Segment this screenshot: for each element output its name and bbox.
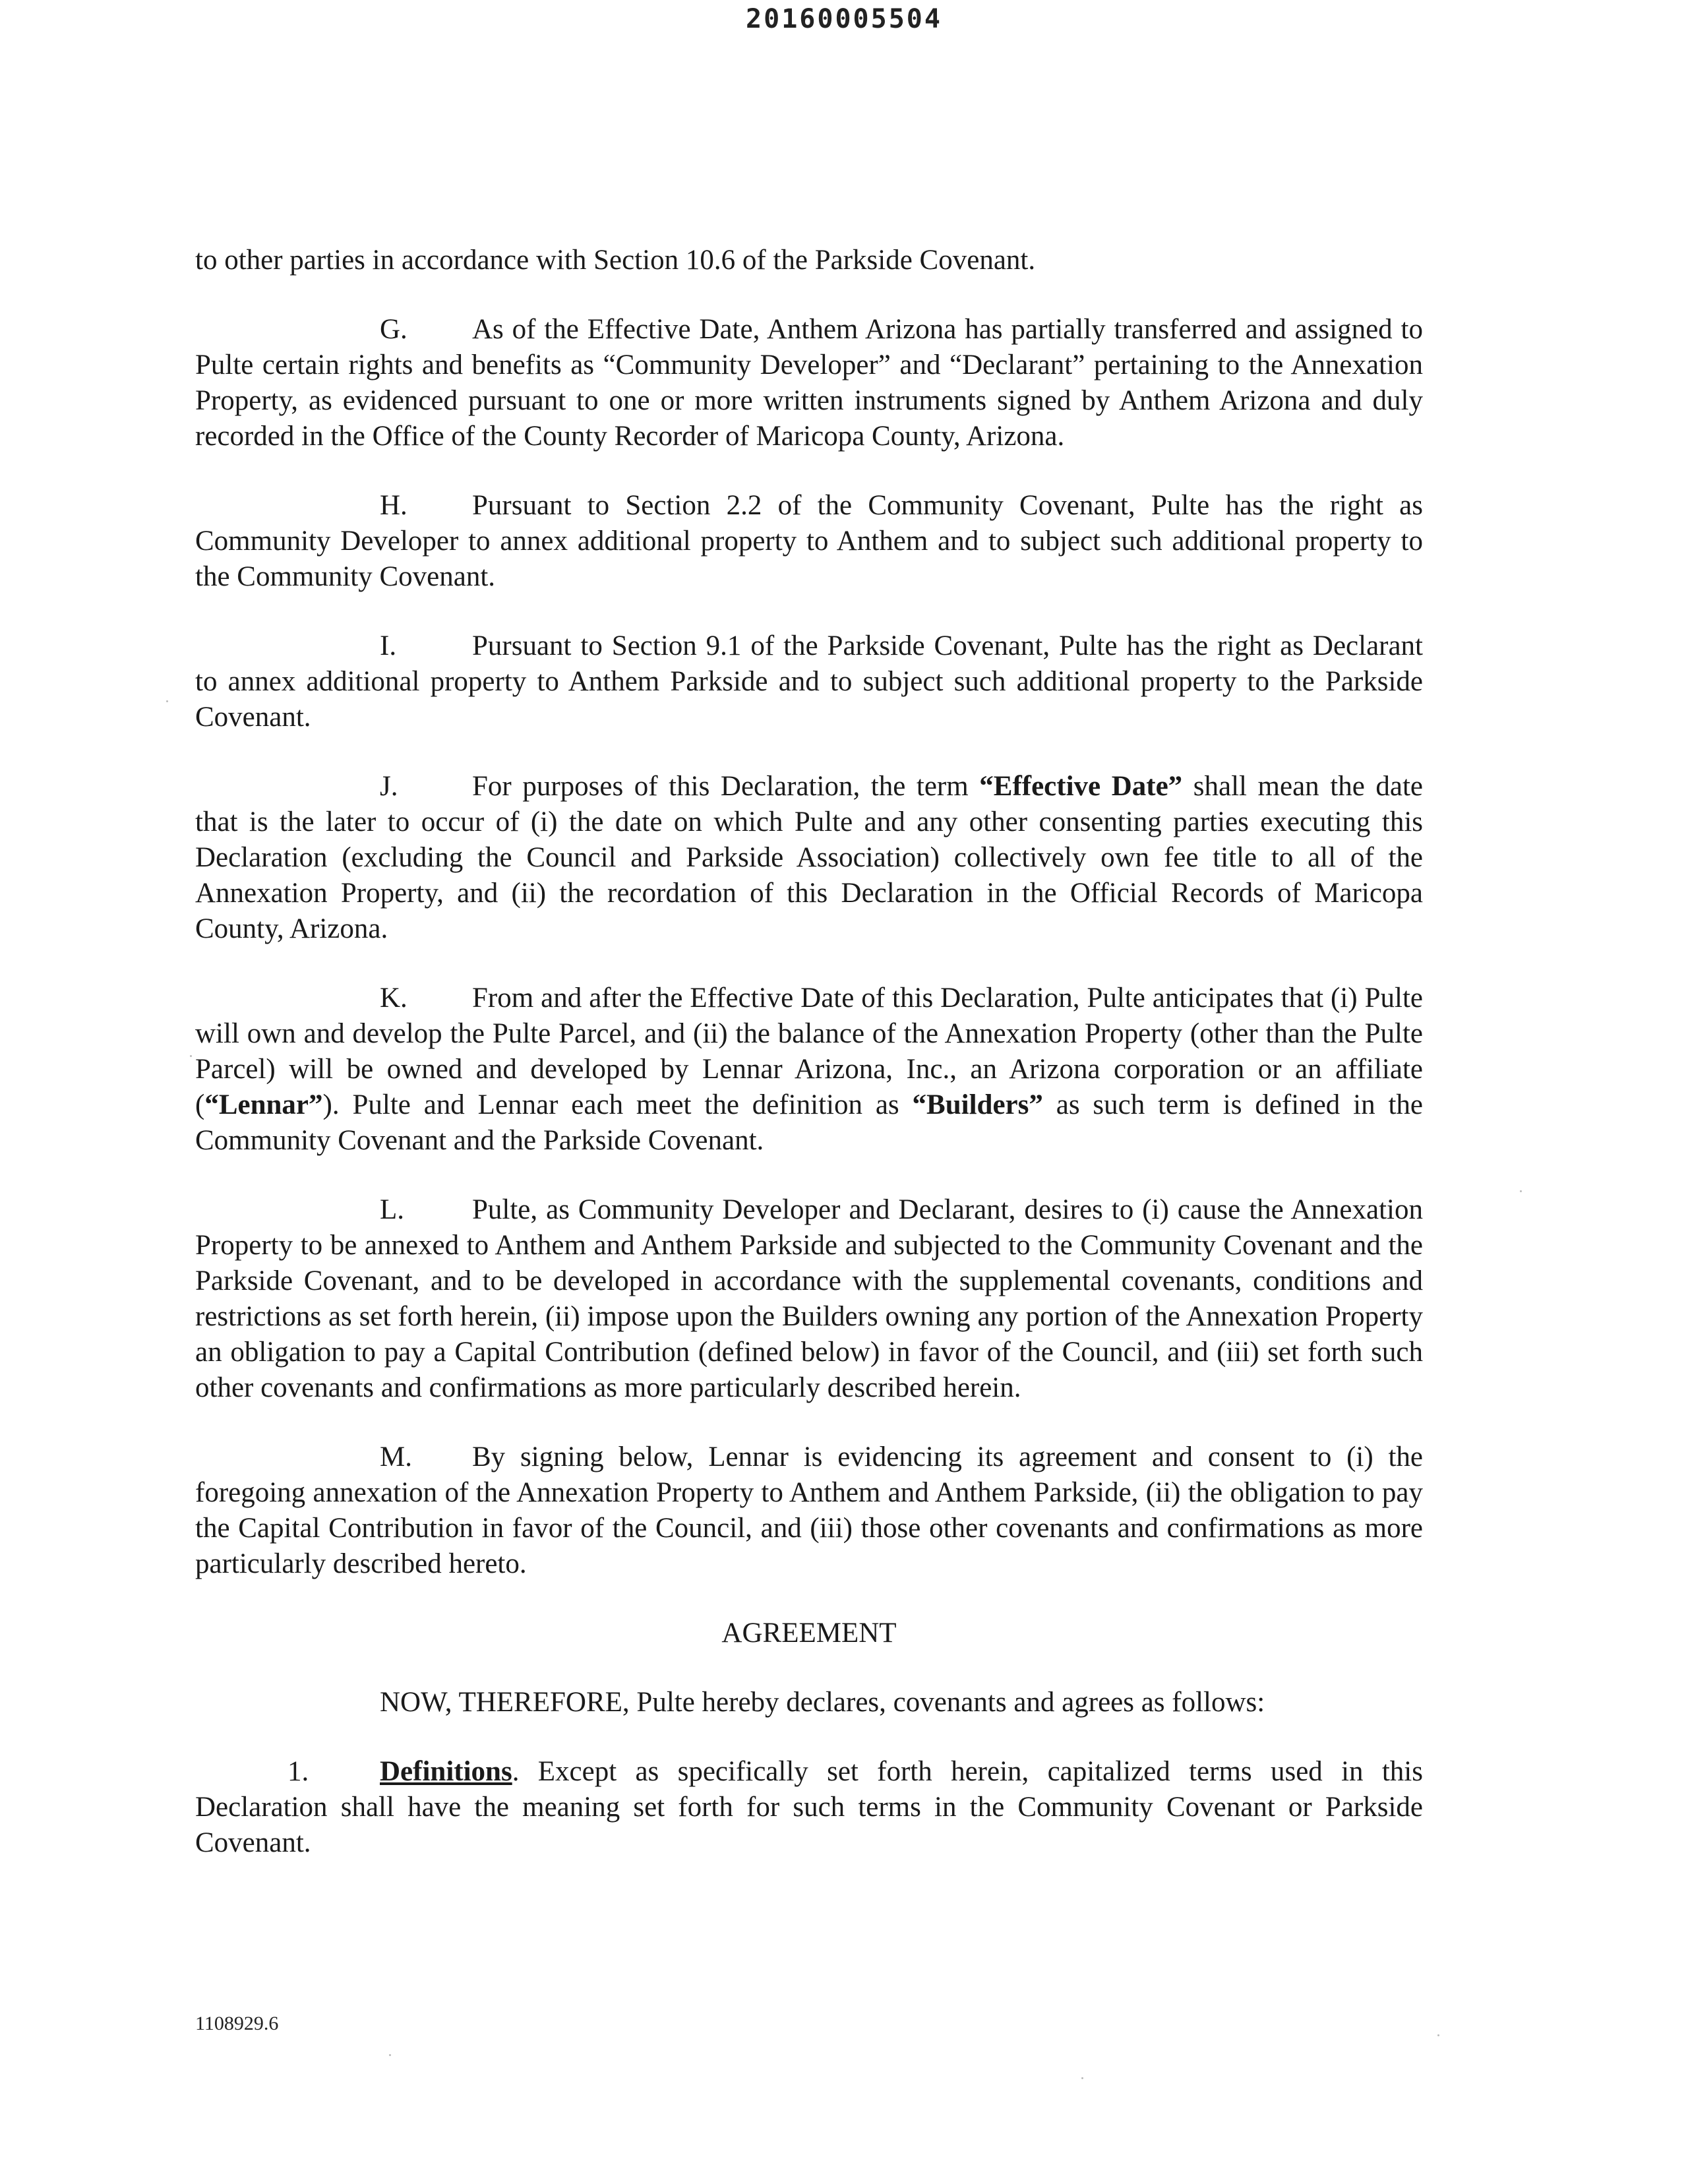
recital-i [195,628,1423,735]
recital-text: As of the Effective Date, Anthem Arizona has partially transferred and assigned to Pulte certain rights and benefits as “Community Developer” and “Declarant” pertaining to the Annexation Property, as evidenced pursuant to one or more written instruments signed by Anthem Arizona and duly recorded in the Office of the County Recorder of Maricopa County, Arizona. [195,314,1423,452]
recital-text: From and after the Effective Date of this Declaration, Pulte anticipates that (i) Pulte will own and develop the Pulte Parcel, and (ii) the balance of the Annexation Property (other than the Pulte Parcel) will be owned and developed by Lennar Arizona, Inc., an Arizona corporation or an affiliate ( [195,983,1423,1120]
recital-m [195,1440,1423,1582]
recital-j [195,769,1423,947]
footer-document-id: 1108929.6 [195,2013,279,2034]
scan-speck [1081,2077,1083,2079]
recital-letter: K. [380,983,407,1014]
defined-term-lennar: “Lennar” [204,1089,323,1120]
section-title: Definitions [380,1756,512,1787]
recital-g [195,312,1423,454]
recital-text: ). Pulte and Lennar each meet the definition as [322,1089,913,1120]
agreement-heading: AGREEMENT [721,1618,897,1649]
recital-letter: J. [380,771,398,802]
recital-letter: G. [380,314,407,345]
section-number: 1. [287,1756,309,1787]
recording-number: 20160005504 [746,4,942,34]
recital-text: Pursuant to Section 2.2 of the Community Covenant, Pulte has the right as Community Developer to annex additional property to Anthem and to subject such additional property to the Community Covenant. [195,490,1423,592]
recital-l [195,1192,1423,1406]
scan-speck [1520,1190,1522,1192]
recital-text: For purposes of this Declaration, the term [472,771,980,802]
recital-letter: L. [380,1194,405,1225]
recital-h [195,488,1423,595]
recital-text: Pursuant to Section 9.1 of the Parkside Covenant, Pulte has the right as Declarant to annex additional property to Anthem Parkside and to subject such additional property to the Parkside Covenant. [195,630,1423,733]
scan-speck [166,700,168,702]
scan-speck [389,2054,391,2056]
recital-text: Pulte, as Community Developer and Declarant, desires to (i) cause the Annexation Property to be annexed to Anthem and Anthem Parkside and subjected to the Community Covenant and the Parkside Covenant, and to be developed in accordance with the supplemental covenants, conditions and restrictions as set forth herein, (ii) impose upon the Builders owning any portion of the Annexation Property an obligation to pay a Capital Contribution (defined below) in favor of the Council, and (iii) set forth such other covenants and confirmations as more particularly described herein. [195,1194,1423,1403]
recital-k [195,981,1423,1159]
scan-speck [190,1055,192,1057]
defined-term-effective-date: “Effective Date” [979,771,1183,802]
scan-speck [1437,2034,1439,2036]
continuation-text: to other parties in accordance with Section 10.6 of the Parkside Covenant. [195,245,1036,276]
recital-letter: H. [380,490,407,521]
section-1-definitions [195,1754,1423,1861]
recital-letter: I. [380,630,397,661]
defined-term-builders: “Builders” [912,1089,1043,1120]
section-text: . Except as specifically set forth herein, capitalized terms used in this Declaration shall have the meaning set forth for such terms in the Community Covenant or Parkside Covenant. [195,1756,1423,1858]
now-therefore-clause: NOW, THEREFORE, Pulte hereby declares, covenants and agrees as follows: [380,1687,1265,1718]
recital-text: By signing below, Lennar is evidencing its agreement and consent to (i) the foregoing annexation of the Annexation Property to Anthem and Anthem Parkside, (ii) the obligation to pay the Capital Contribution in favor of the Council, and (iii) those other covenants and confirmations as more particularly described hereto. [195,1441,1423,1579]
document-body [195,243,1423,1895]
recital-text: as such term is defined in the Community Covenant and the Parkside Covenant. [195,1089,1423,1156]
recital-letter: M. [380,1441,412,1472]
recital-text: shall mean the date that is the later to occur of (i) the date on which Pulte and any other consenting parties executing this Declaration (excluding the Council and Parkside Association) collectively own fee title to all of the Annexation Property, and (ii) the recordation of this Declaration in the Official Records of Maricopa County, Arizona. [195,771,1423,944]
